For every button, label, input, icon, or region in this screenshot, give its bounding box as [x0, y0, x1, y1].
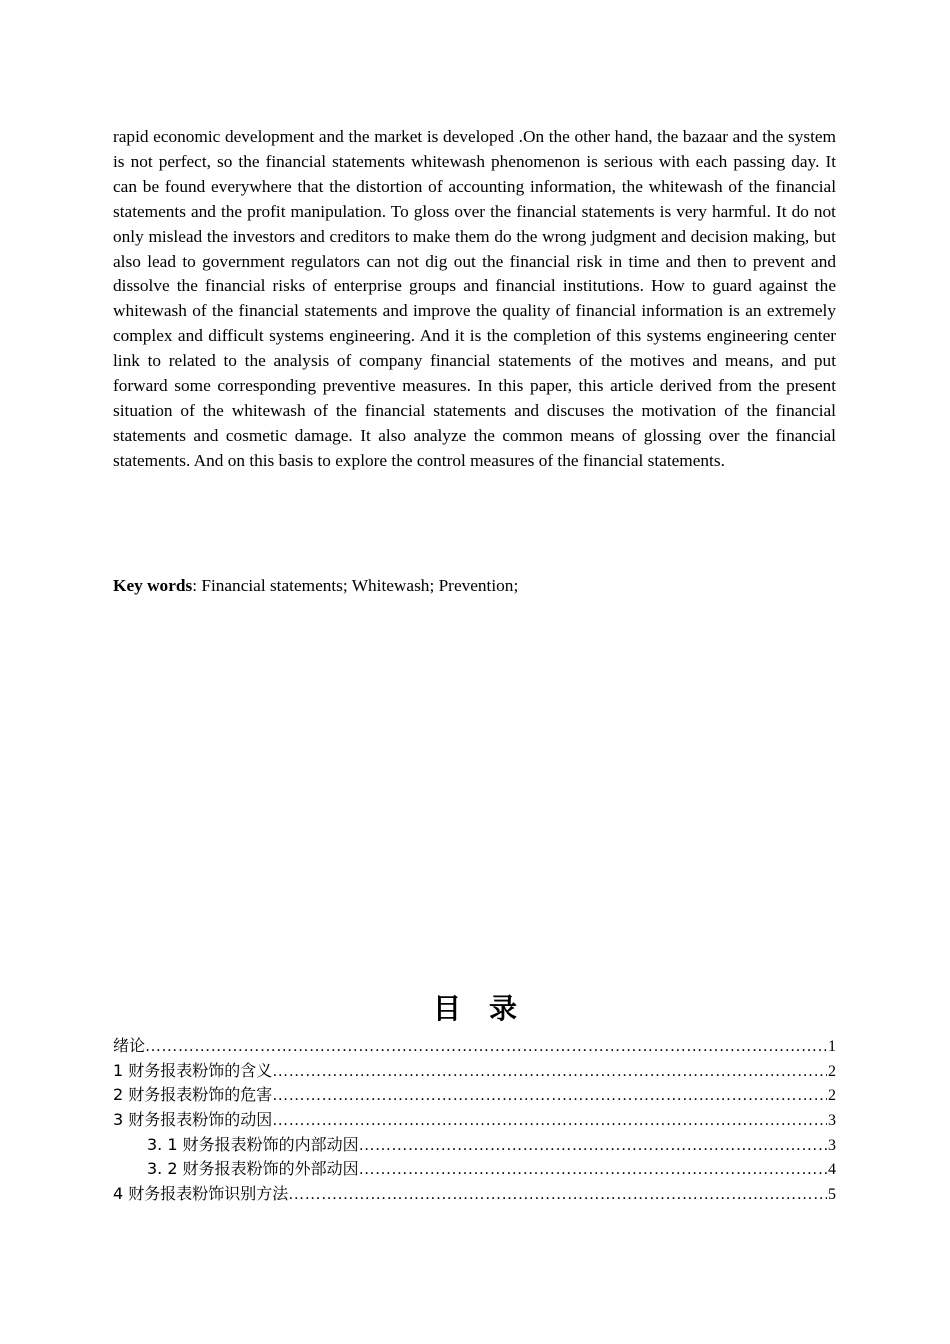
- toc-entry-page: 5: [828, 1186, 836, 1204]
- toc-entry-text: 3. 1 财务报表粉饰的内部动因: [147, 1134, 359, 1154]
- table-of-contents: [113, 1034, 836, 1207]
- toc-entry-3-2[interactable]: [113, 1157, 836, 1182]
- toc-leader-dots: [145, 1035, 827, 1059]
- keywords-separator: :: [192, 576, 202, 595]
- toc-entry-3[interactable]: [113, 1108, 836, 1133]
- toc-entry-2[interactable]: [113, 1083, 836, 1108]
- toc-leader-dots: [272, 1109, 827, 1133]
- toc-entry-page: 1: [828, 1038, 836, 1055]
- keywords-line: [113, 574, 836, 598]
- toc-entry-text: 绪论: [113, 1036, 146, 1055]
- toc-entry-text: 4 财务报表粉饰识别方法: [113, 1184, 289, 1204]
- toc-leader-dots: [272, 1060, 827, 1084]
- toc-entry-page: 4: [828, 1161, 836, 1179]
- toc-leader-dots: [359, 1158, 827, 1182]
- toc-entry-text: 3. 2 财务报表粉饰的外部动因: [147, 1159, 359, 1179]
- toc-leader-dots: [288, 1183, 827, 1207]
- toc-entry-4[interactable]: [113, 1182, 836, 1207]
- toc-entry-text: 2 财务报表粉饰的危害: [113, 1085, 273, 1105]
- toc-entry-1[interactable]: [113, 1059, 836, 1084]
- toc-entry-3-1[interactable]: [113, 1133, 836, 1158]
- toc-entry-text: 3 财务报表粉饰的动因: [113, 1110, 273, 1130]
- toc-leader-dots: [272, 1084, 827, 1108]
- keywords-value: Financial statements; Whitewash; Prevention;: [201, 576, 519, 595]
- toc-leader-dots: [359, 1134, 827, 1158]
- toc-entry-text: 1 财务报表粉饰的含义: [113, 1060, 273, 1080]
- abstract-paragraph: rapid economic development and the market is developed .On the other hand, the bazaar and the system is not perfect, so the financial statements whitewash phenomenon is serious with each passing day. It can be found everywhere that the distortion of accounting information, the whitewash of the financial statements and the profit manipulation. To gloss over the financial statements is very harmful. It do not only mislead the investors and creditors to make them do the wrong judgment and decision making, but also lead to government regulators can not dig out the financial risk in time and then to prevent and dissolve the financial risks of enterprise groups and financial institutions. How to guard against the whitewash of the financial statements and improve the quality of financial information is an extremely complex and difficult systems engineering. And it is the completion of this systems engineering center link to related to the analysis of company financial statements of the motives and means, and put forward some corresponding preventive measures. In this paper, this article derived from the present situation of the whitewash of the financial statements and discuses the motivation of the financial statements and cosmetic damage. It also analyze the common means of glossing over the financial statements. And on this basis to explore the control measures of the financial statements.: [113, 127, 836, 470]
- toc-title: 目录: [432, 992, 545, 1025]
- keywords-label: Key words: [113, 576, 193, 595]
- toc-entry-page: 3: [828, 1112, 836, 1130]
- toc-entry-page: 2: [828, 1062, 836, 1080]
- toc-entry-page: 3: [828, 1136, 836, 1154]
- toc-entry-intro[interactable]: [113, 1034, 836, 1059]
- toc-entry-page: 2: [828, 1087, 836, 1105]
